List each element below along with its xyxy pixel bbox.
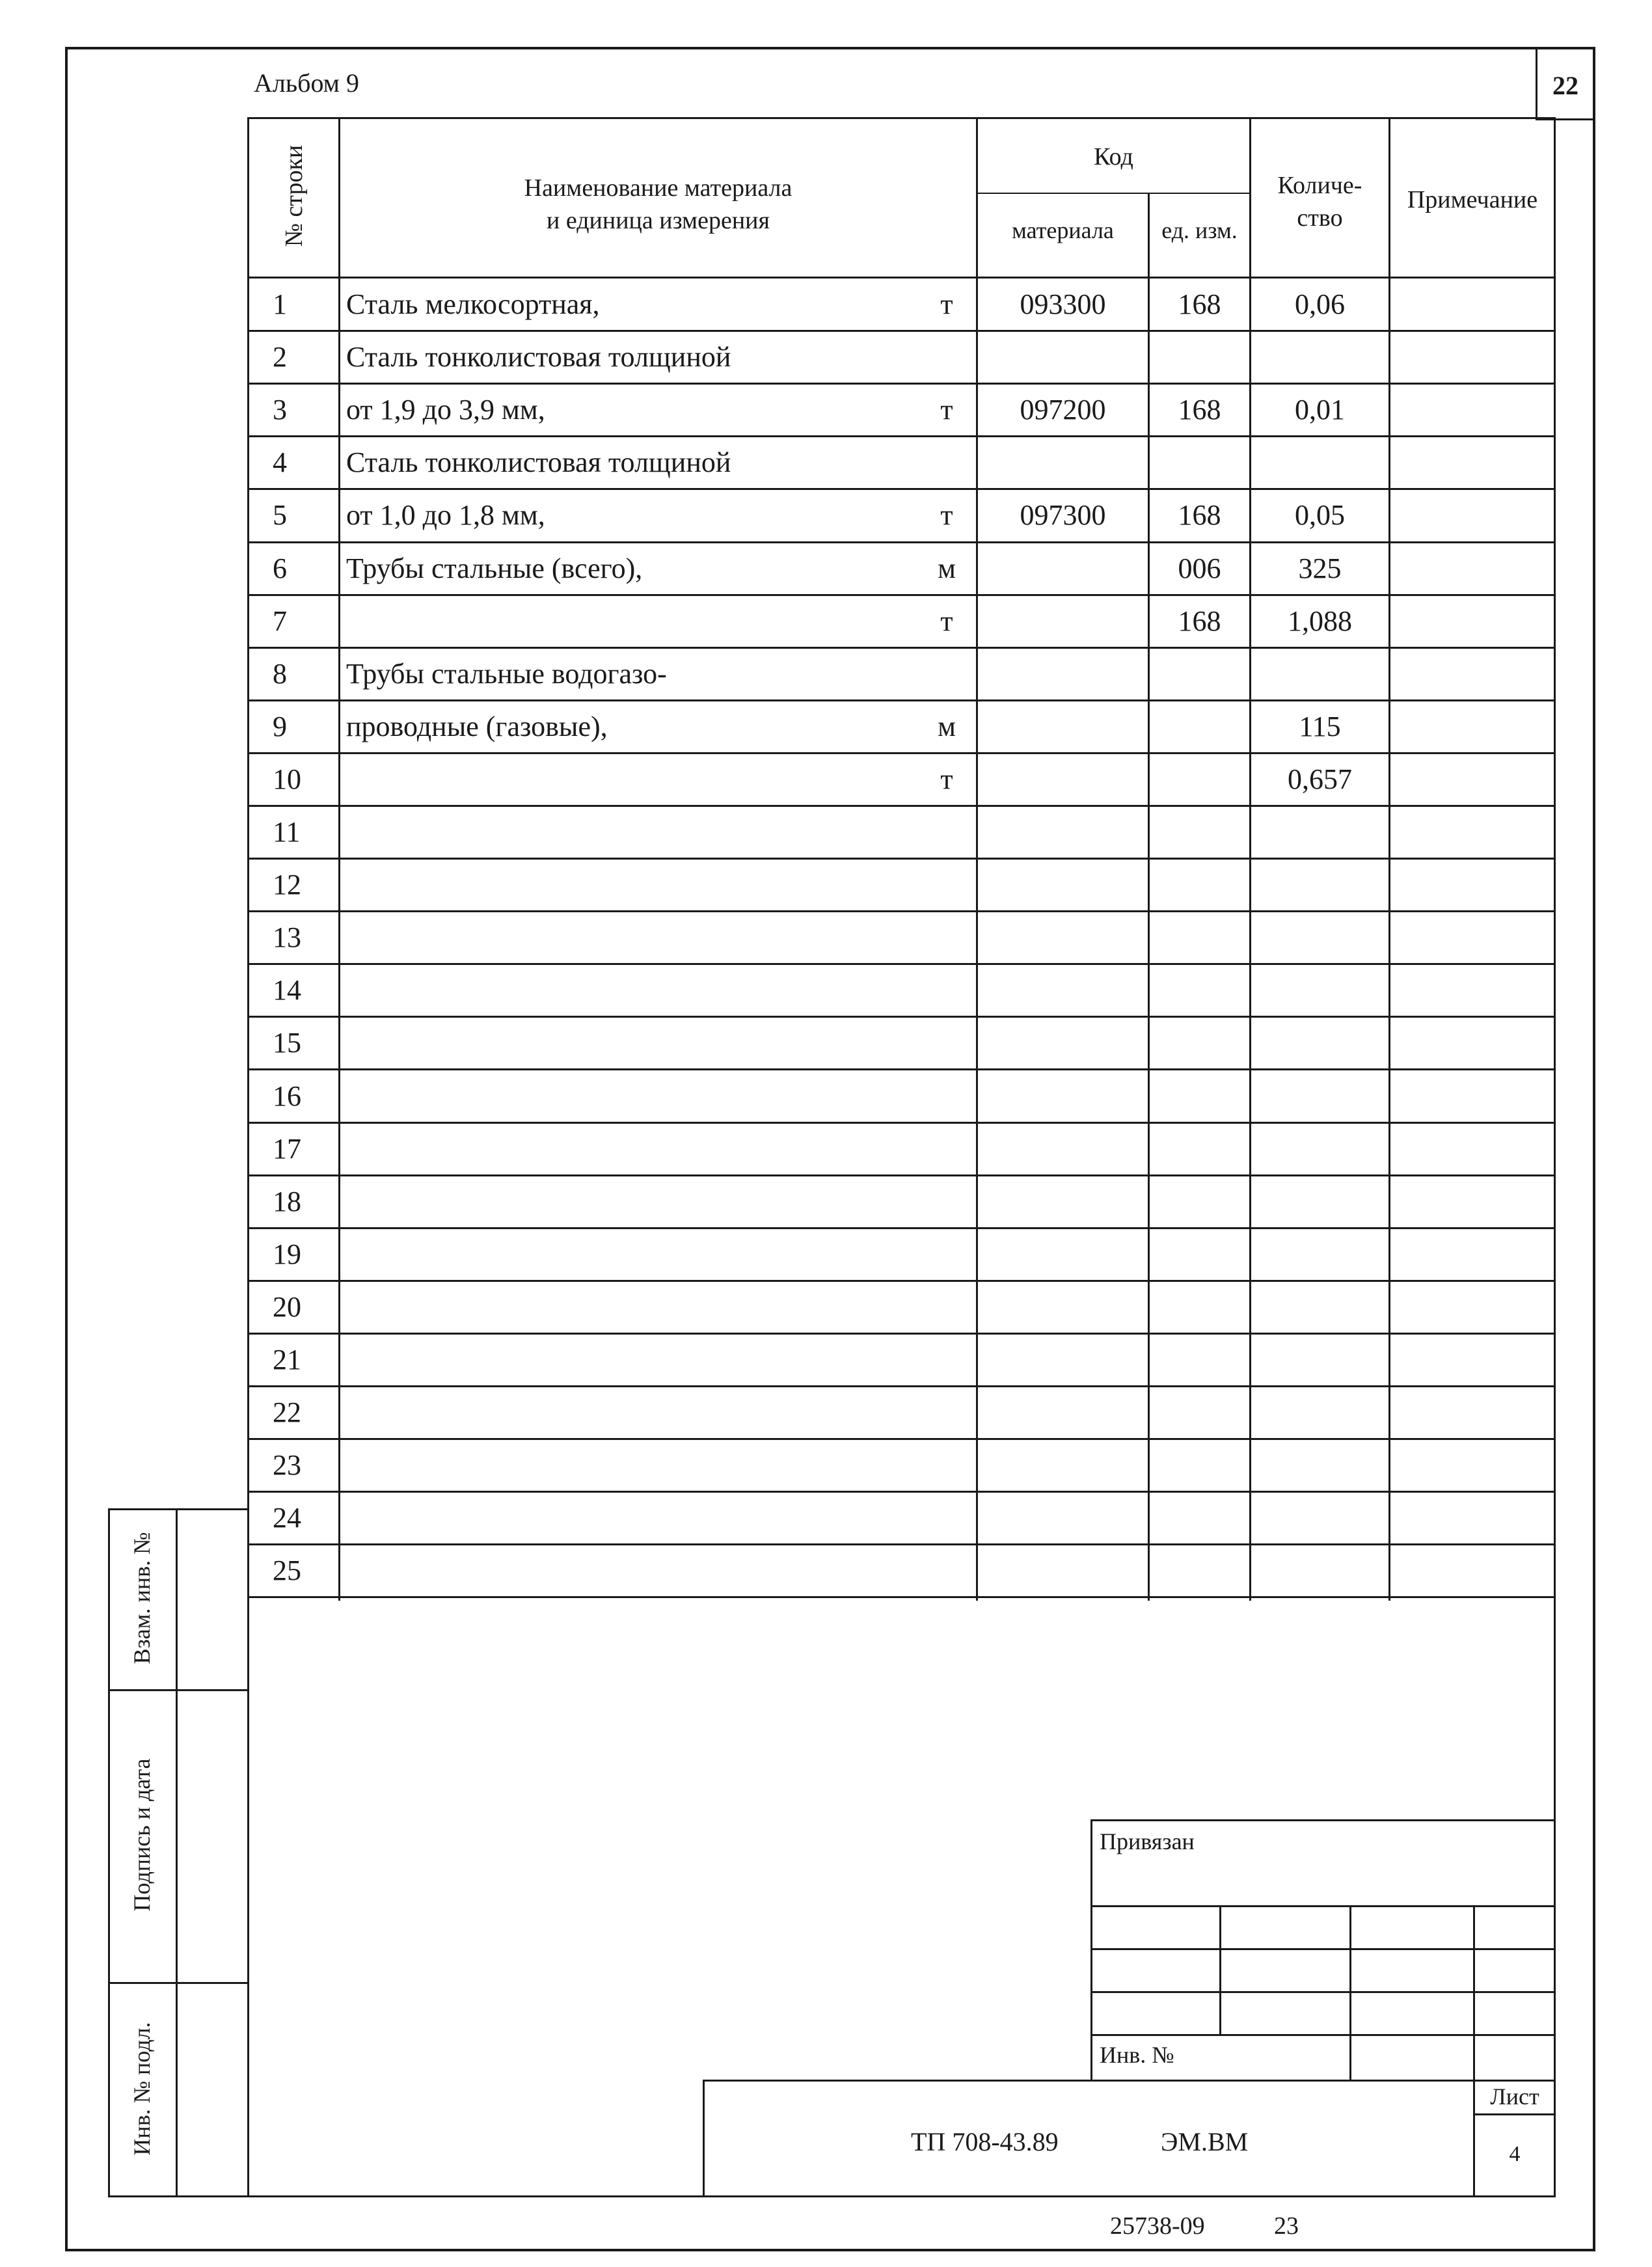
footer-doc-number: 25738-09 [1110, 2212, 1205, 2240]
row-number-header: № строки [280, 144, 308, 247]
document-section: ЭМ.ВМ [1161, 2127, 1249, 2156]
unit-code-cell: 168 [1178, 394, 1221, 426]
row-number-cell: 17 [273, 1133, 301, 1165]
row-divider [247, 1333, 1556, 1335]
quantity-cell: 0,05 [1295, 499, 1345, 531]
tb-row-3 [1090, 1991, 1556, 1993]
unit-cell: м [938, 552, 956, 584]
material-name-cell: Трубы стальные (всего), [346, 552, 643, 584]
row-divider [247, 330, 1556, 332]
row-divider [247, 1016, 1556, 1018]
material-name-cell: проводные (газовые), [346, 711, 608, 742]
tb-row-1 [1090, 1905, 1556, 1907]
code-material-header: материала [1012, 217, 1114, 243]
stamp-div-1 [108, 1689, 249, 1691]
row-number-cell: 18 [273, 1186, 301, 1217]
material-name-cell: Сталь тонколистовая толщиной [346, 341, 731, 373]
tb-row-2 [1090, 1948, 1556, 1950]
privyazan-label: Привязан [1100, 1828, 1195, 1854]
row-number-cell: 14 [273, 974, 301, 1006]
row-divider [247, 435, 1556, 437]
row-number-cell: 4 [273, 446, 287, 478]
tb-top [1090, 1819, 1556, 1821]
row-number-cell: 22 [273, 1396, 301, 1428]
row-divider [247, 383, 1556, 385]
row-number-cell: 7 [273, 605, 287, 637]
album-label: Альбом 9 [254, 68, 359, 98]
sheet-number-top: 22 [1552, 71, 1578, 100]
row-divider [247, 1068, 1556, 1070]
row-number-cell: 1 [273, 288, 287, 320]
tb-main-left [703, 2080, 705, 2197]
inv-podl-label: Инв. № подл. [129, 2022, 155, 2156]
quantity-cell: 0,657 [1288, 763, 1352, 795]
name-header-line2: и единица измерения [547, 207, 770, 234]
stamp-top [108, 1508, 249, 1510]
unit-cell: т [940, 605, 953, 637]
inner-frame-top [247, 117, 1556, 119]
unit-code-cell: 168 [1178, 605, 1221, 637]
row-divider [247, 541, 1556, 543]
material-name-cell: от 1,9 до 3,9 мм, [346, 394, 545, 426]
podpis-data-label: Подпись и дата [129, 1758, 155, 1912]
material-name-cell: от 1,0 до 1,8 мм, [346, 499, 545, 531]
list-label: Лист [1490, 2084, 1539, 2110]
row-divider [247, 805, 1556, 807]
quantity-header-line2: ство [1297, 204, 1343, 232]
unit-cell: м [938, 711, 956, 742]
quantity-cell: 115 [1299, 711, 1341, 742]
quantity-cell: 1,088 [1288, 605, 1352, 637]
row-divider [247, 1491, 1556, 1493]
list-value: 4 [1509, 2142, 1521, 2166]
row-number-cell: 13 [273, 921, 301, 953]
unit-cell: т [940, 288, 953, 320]
quantity-cell: 0,01 [1295, 394, 1345, 426]
code-unit-header: ед. изм. [1161, 217, 1238, 243]
row-number-cell: 25 [273, 1554, 301, 1586]
material-name-cell: Сталь мелкосортная, [346, 288, 600, 320]
unit-cell: т [940, 763, 953, 795]
row-divider [247, 1385, 1556, 1387]
frame-left [65, 47, 68, 2251]
tb-main-top [703, 2080, 1556, 2082]
row-number-cell: 9 [273, 711, 287, 742]
row-number-cell: 20 [273, 1291, 301, 1323]
tb-list-div [1473, 2113, 1556, 2115]
row-number-cell: 8 [273, 658, 287, 690]
inner-frame-right [1554, 117, 1556, 2197]
row-divider [247, 488, 1556, 490]
frame-right [1593, 47, 1595, 2251]
row-divider [247, 910, 1556, 912]
unit-code-cell: 168 [1178, 499, 1221, 531]
row-number-cell: 15 [273, 1027, 301, 1059]
stamp-left [108, 1508, 110, 2197]
tb-vert-2 [1349, 1905, 1351, 2080]
row-number-cell: 3 [273, 394, 287, 426]
row-divider [247, 1122, 1556, 1124]
stamp-mid [176, 1508, 178, 2197]
row-number-cell: 16 [273, 1080, 301, 1112]
row-divider [247, 1596, 1556, 1598]
row-divider [247, 1174, 1556, 1176]
row-number-cell: 11 [273, 816, 301, 848]
material-name-cell: Трубы стальные водогазо- [346, 658, 667, 690]
row-divider [247, 647, 1556, 649]
material-code-cell: 093300 [1020, 288, 1106, 320]
footer-page-number: 23 [1274, 2212, 1299, 2240]
unit-cell: т [940, 394, 953, 426]
vzam-inv-label: Взам. инв. № [129, 1532, 155, 1664]
row-number-cell: 19 [273, 1238, 301, 1270]
row-number-cell: 12 [273, 869, 301, 901]
row-number-cell: 2 [273, 341, 287, 373]
material-code-cell: 097200 [1020, 394, 1106, 426]
row-number-cell: 21 [273, 1344, 301, 1376]
note-header: Примечание [1407, 186, 1538, 213]
quantity-cell: 0,06 [1295, 288, 1345, 320]
tb-vert-1 [1219, 1905, 1221, 2035]
material-name-cell: Сталь тонколистовая толщиной [346, 446, 731, 478]
tb-row-4 [1090, 2034, 1556, 2036]
row-divider [247, 752, 1556, 754]
inv-no-label: Инв. № [1100, 2042, 1174, 2068]
name-header-line1: Наименование материала [524, 174, 792, 202]
row-number-cell: 23 [273, 1449, 301, 1481]
document-designation: ТП 708-43.89 [911, 2127, 1059, 2156]
row-number-cell: 24 [273, 1502, 301, 1534]
row-divider [247, 1280, 1556, 1282]
row-divider [247, 858, 1556, 860]
row-number-cell: 10 [273, 763, 301, 795]
code-split-line [977, 193, 1251, 194]
quantity-header-line1: Количе- [1277, 172, 1362, 199]
row-divider [247, 1438, 1556, 1440]
frame-top [65, 47, 1595, 49]
material-code-cell: 097300 [1020, 499, 1106, 531]
row-number-cell: 5 [273, 499, 287, 531]
row-divider [247, 1543, 1556, 1545]
stamp-div-2 [108, 1982, 249, 1984]
row-divider [247, 1227, 1556, 1229]
unit-code-cell: 168 [1178, 288, 1221, 320]
inner-frame-bottom [108, 2195, 1556, 2197]
code-header: Код [1094, 143, 1133, 170]
header-bottom-line [247, 277, 1556, 278]
unit-cell: т [940, 499, 953, 531]
row-number-cell: 6 [273, 552, 287, 584]
frame-bottom [65, 2249, 1595, 2251]
unit-code-cell: 006 [1178, 552, 1221, 584]
quantity-cell: 325 [1298, 552, 1342, 584]
row-divider [247, 963, 1556, 965]
row-divider [247, 699, 1556, 701]
row-divider [247, 594, 1556, 596]
